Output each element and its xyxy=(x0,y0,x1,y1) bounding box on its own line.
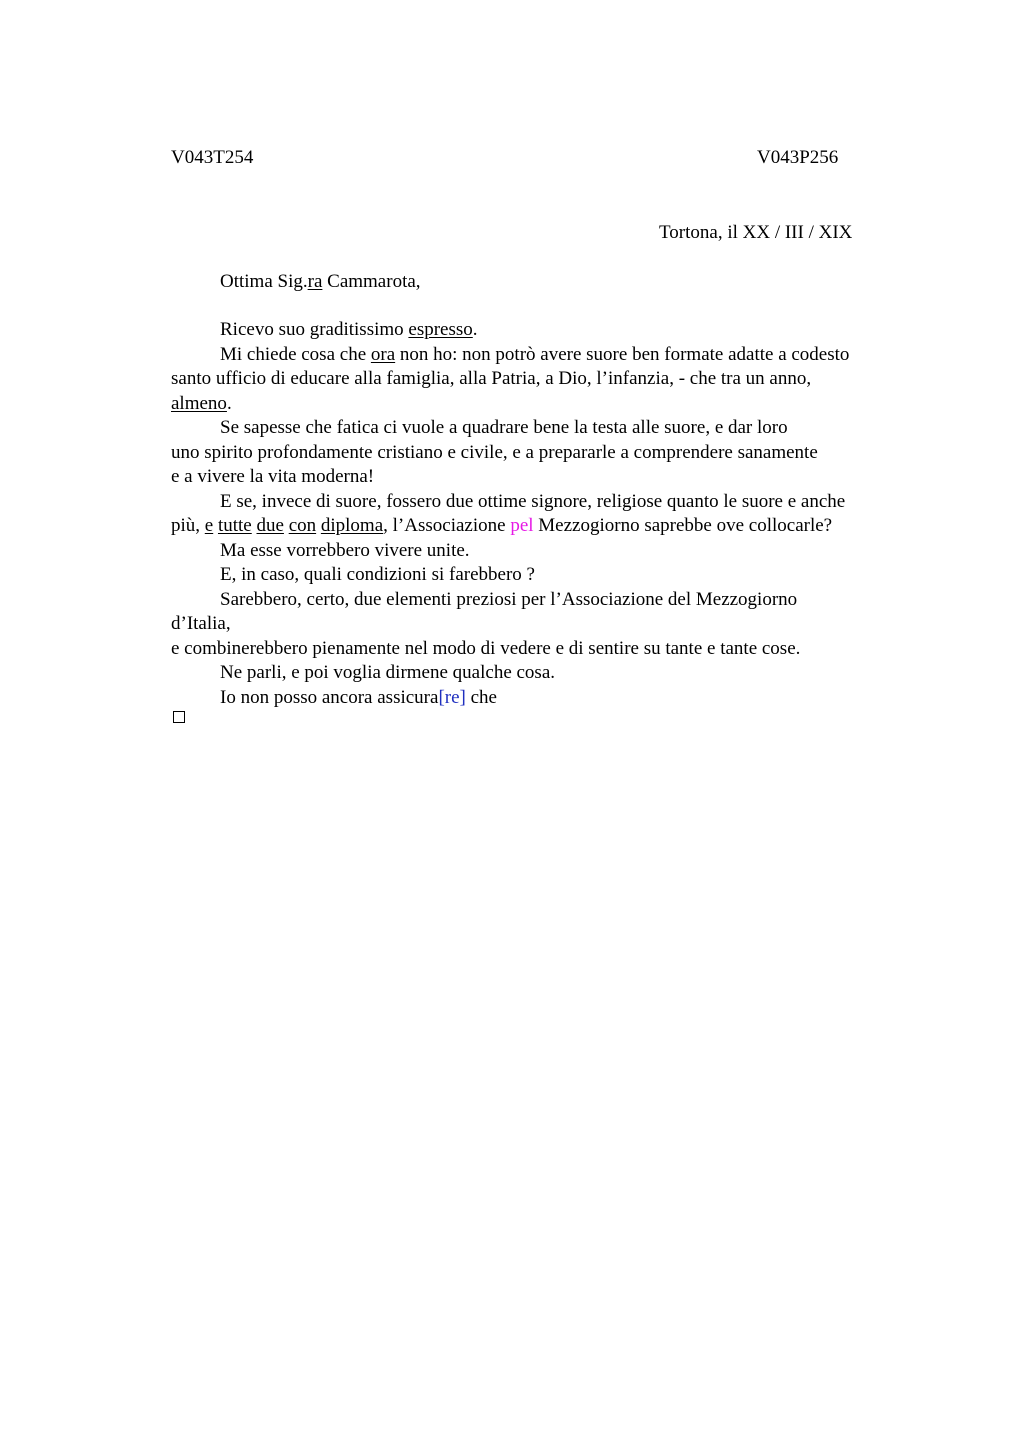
underlined-word: diploma xyxy=(320,515,384,536)
body-line-5: Se sapesse che fatica ci vuole a quadrare bene la testa alle suore, e dar loro xyxy=(220,417,788,438)
salutation-post: Cammarota, xyxy=(322,271,421,292)
body-line-11: E, in caso, quali condizioni si farebbero ? xyxy=(220,564,535,585)
body-line-1 xyxy=(171,318,931,343)
text-run: più, xyxy=(171,515,205,536)
text-run: Mezzogiorno saprebbe ove collocarle? xyxy=(533,515,833,536)
text-run: Io non posso ancora assicura xyxy=(220,686,439,708)
text-run: che xyxy=(465,686,497,708)
body-line-14: e combinerebbero pienamente nel modo di vedere e di sentire su tante e tante cose. xyxy=(171,637,801,659)
body-line-13: d’Italia, xyxy=(171,613,231,634)
text-run: . xyxy=(472,319,478,340)
document-ref-right: V043P256 xyxy=(757,147,839,168)
body-line-12: Sarebbero, certo, due elementi preziosi per l’Associazione del Mezzogiorno xyxy=(220,588,798,610)
body-line-9 xyxy=(171,514,931,539)
underlined-word: almeno xyxy=(171,392,227,414)
underlined-word: e xyxy=(204,515,214,536)
salutation-abbr: ra xyxy=(307,271,323,292)
text-run: Mi chiede cosa che xyxy=(220,343,371,365)
text-run: Ricevo suo graditissimo xyxy=(220,319,409,340)
body-line-6: uno spirito profondamente cristiano e civile, e a prepararle a comprendere sanamente xyxy=(171,441,818,463)
underlined-word: due xyxy=(256,515,284,536)
editorial-insertion: [re] xyxy=(438,686,466,708)
body-line-10: Ma esse vorrebbero vivere unite. xyxy=(220,539,470,561)
salutation xyxy=(220,271,421,293)
underlined-word: con xyxy=(288,515,317,536)
underlined-word: tutte xyxy=(217,515,252,536)
text-run: non ho: non potrò avere suore ben formate adatte a codesto xyxy=(395,343,850,365)
body-line-4 xyxy=(171,392,931,417)
underlined-word: ora xyxy=(370,343,396,365)
dateline: Tortona, il XX / III / XIX xyxy=(659,222,853,243)
document-ref-left: V043T254 xyxy=(171,147,254,168)
body-line-8: E se, invece di suore, fossero due ottime signore, religiose quanto le suore e anche xyxy=(220,490,846,512)
body-line-7: e a vivere la vita moderna! xyxy=(171,466,375,487)
text-run: , l’Associazione xyxy=(383,515,511,536)
underlined-word: espresso xyxy=(408,319,473,340)
letter-body xyxy=(171,318,931,710)
truncation-box-icon xyxy=(173,711,185,723)
highlighted-word: pel xyxy=(510,515,534,536)
salutation-pre: Ottima Sig. xyxy=(220,271,308,292)
body-line-3: santo ufficio di educare alla famiglia, alla Patria, a Dio, l’infanzia, - che tra un anno, xyxy=(171,368,812,389)
body-line-2 xyxy=(171,343,931,368)
body-line-15: Ne parli, e poi voglia dirmene qualche cosa. xyxy=(220,662,556,683)
text-run: . xyxy=(226,392,232,414)
body-line-16 xyxy=(171,686,931,711)
